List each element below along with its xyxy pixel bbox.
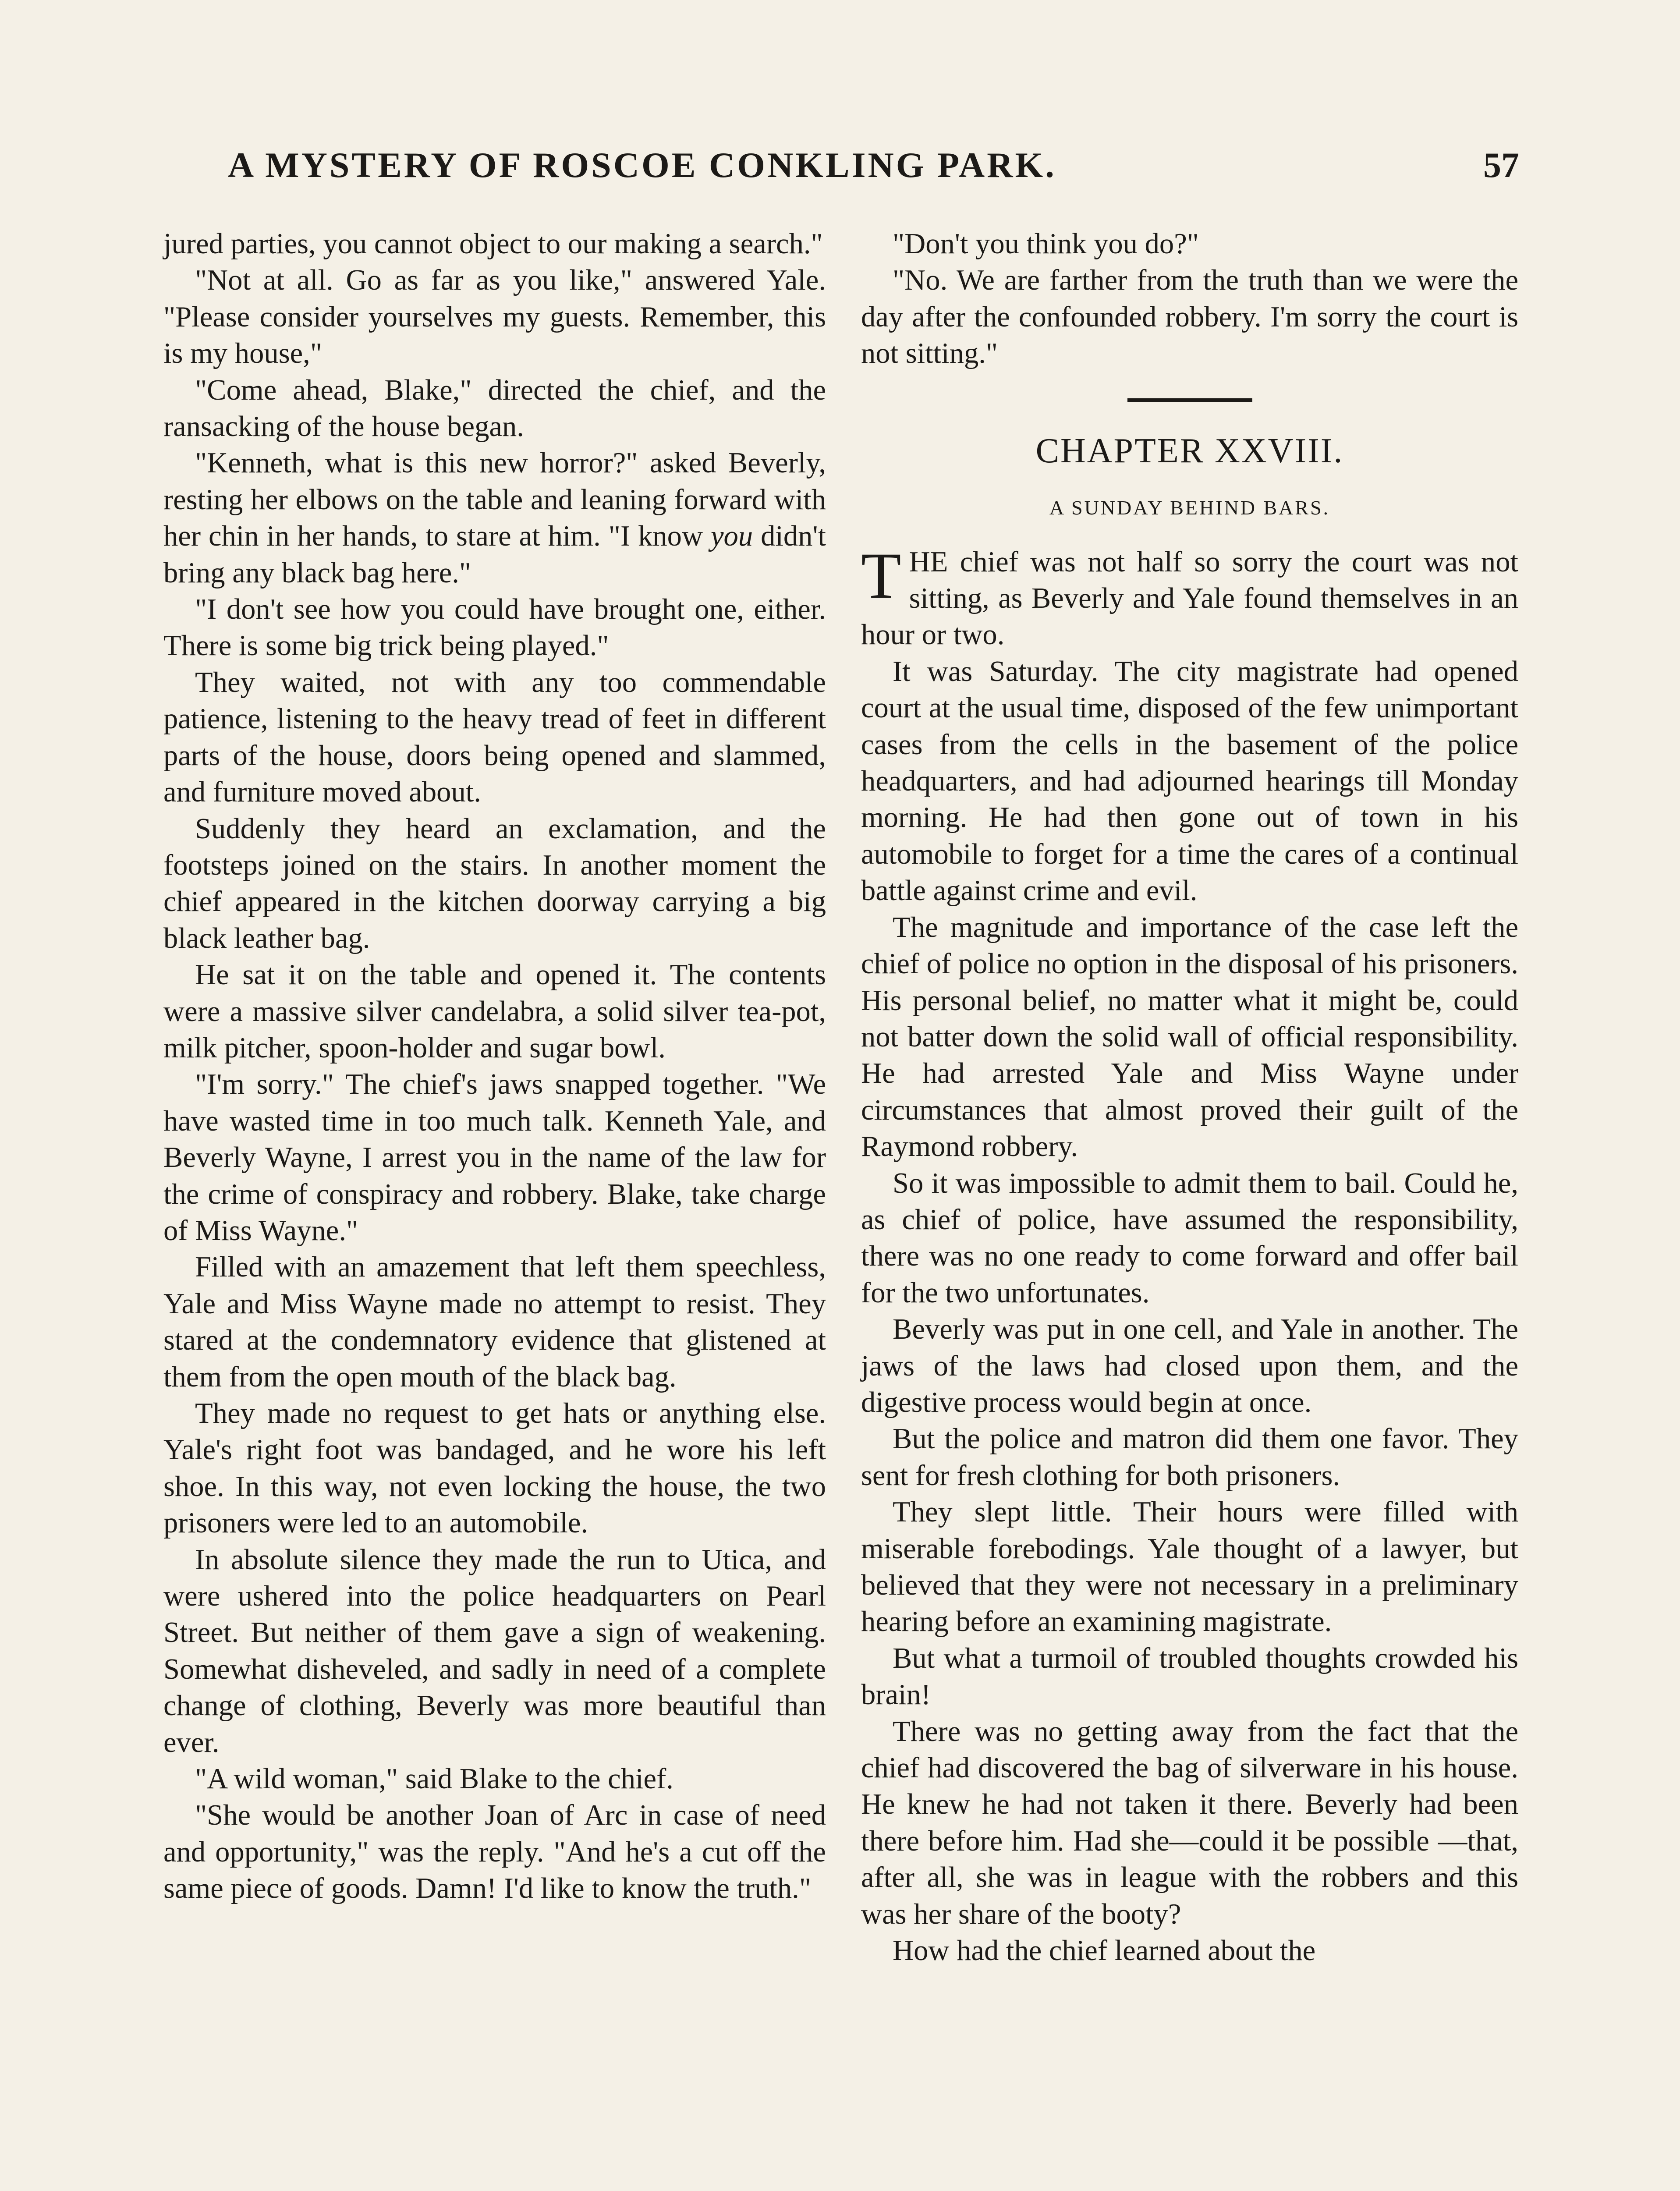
paragraph: It was Saturday. The city magistrate had opened court at the usual time, disposed of the few unimportant cases from the cells in the basement of the police headquarters, and had adjourned hearings till Monday morning. He had then gone out of town in his automobile to forget for a time the cares of a continual battle against crime and evil. [861, 655, 1518, 907]
paragraph: "She would be another Joan of Arc in case of need and opportunity," was the reply. "And he's a cut off the same piece of goods. Damn! I'd like to know the truth." [163, 1799, 826, 1905]
paragraph: Suddenly they heard an exclamation, and the footsteps joined on the stairs. In another moment the chief appeared in the kitchen doorway carrying a big black leather bag. [163, 812, 826, 954]
chapter-heading: CHAPTER XXVIII. [1035, 431, 1344, 470]
running-header-title: A MYSTERY OF ROSCOE CONKLING PARK. [228, 145, 1056, 185]
paragraph: "Not at all. Go as far as you like," answered Yale. "Please consider yourselves my guests. Remember, this is my house," [163, 264, 826, 370]
paragraph-text: HE chief was not half so sorry the court was not sitting, as Beverly and Yale found themselves in an hour or two. [861, 546, 1518, 651]
chapter-subtitle: A SUNDAY BEHIND BARS. [1049, 496, 1330, 519]
paragraph: "No. We are farther from the truth than we were the day after the confounded robbery. I'm sorry the court is not sitting." [861, 264, 1518, 370]
left-column [163, 226, 826, 1907]
paragraph: How had the chief learned about the [893, 1935, 1316, 1967]
paragraph: "I'm sorry." The chief's jaws snapped together. "We have wasted time in too much talk. Kenneth Yale, and Beverly Wayne, I arrest you in the name of the law for the crime of conspiracy and robbery. Blake, take charge of Miss Wayne." [163, 1068, 826, 1247]
paragraph: They made no request to get hats or anything else. Yale's right foot was bandaged, and he wore his left shoe. In this way, not even locking the house, the two prisoners were led to an automobile. [163, 1397, 826, 1539]
paragraph [163, 445, 826, 591]
right-column [861, 226, 1518, 1969]
paragraph: But the police and matron did them one favor. They sent for fresh clothing for both prisoners. [861, 1423, 1518, 1492]
paragraph: There was no getting away from the fact that the chief had discovered the bag of silverware in his house. He knew he had not taken it there. Beverly had been there before him. Had she—could it be possible —that, after all, she was in league with the robbers and this was her share of the booty? [861, 1715, 1518, 1930]
paragraph: jured parties, you cannot object to our making a search." [163, 228, 823, 260]
italic-word: you [710, 520, 753, 553]
paragraph: They waited, not with any too commendable patience, listening to the heavy tread of feet in different parts of the house, doors being opened and slammed, and furniture moved about. [163, 666, 826, 808]
paragraph-text: didn't bring any black bag here." [163, 520, 826, 589]
paragraph: "Come ahead, Blake," directed the chief, and the ransacking of the house began. [163, 374, 826, 443]
opening-paragraph [861, 539, 1518, 653]
paragraph: Beverly was put in one cell, and Yale in another. The jaws of the laws had closed upon them, and the digestive process would begin at once. [861, 1313, 1518, 1418]
drop-cap: T [861, 539, 901, 612]
paragraph: In absolute silence they made the run to Utica, and were ushered into the police headquarters on Pearl Street. But neither of them gave a sign of weakening. Somewhat disheveled, and sadly in need of a complete change of clothing, Beverly was more beautiful than ever. [163, 1543, 826, 1758]
page-number: 57 [1483, 145, 1519, 185]
paragraph: "A wild woman," said Blake to the chief. [195, 1763, 673, 1795]
section-divider [1127, 398, 1252, 402]
paragraph: The magnitude and importance of the case left the chief of police no option in the disposal of his prisoners. His personal belief, no matter what it might be, could not batter down the solid wall of official responsibility. He had arrested Yale and Miss Wayne under circumstances that almost proved their guilt of the Raymond robbery. [861, 911, 1518, 1163]
paragraph: But what a turmoil of troubled thoughts crowded his brain! [861, 1642, 1518, 1711]
paragraph: They slept little. Their hours were filled with miserable forebodings. Yale thought of a lawyer, but believed that they were not necessary in a preliminary hearing before an examining magistrate. [861, 1496, 1518, 1638]
paragraph-text: "Kenneth, what is this new horror?" asked Beverly, resting her elbows on the table and leaning forward with her chin in her hands, to stare at him. "I know [163, 447, 826, 553]
paragraph: "Don't you think you do?" [893, 228, 1199, 260]
paragraph: Filled with an amazement that left them speechless, Yale and Miss Wayne made no attempt to resist. They stared at the condemnatory evidence that glistened at them from the open mouth of the black bag. [163, 1251, 826, 1393]
paragraph: "I don't see how you could have brought one, either. There is some big trick being played." [163, 593, 826, 662]
paragraph: So it was impossible to admit them to bail. Could he, as chief of police, have assumed the responsibility, there was no one ready to come forward and offer bail for the two unfortunates. [861, 1167, 1518, 1309]
paragraph: He sat it on the table and opened it. The contents were a massive silver candelabra, a solid silver tea-pot, milk pitcher, spoon-holder and sugar bowl. [163, 959, 826, 1064]
